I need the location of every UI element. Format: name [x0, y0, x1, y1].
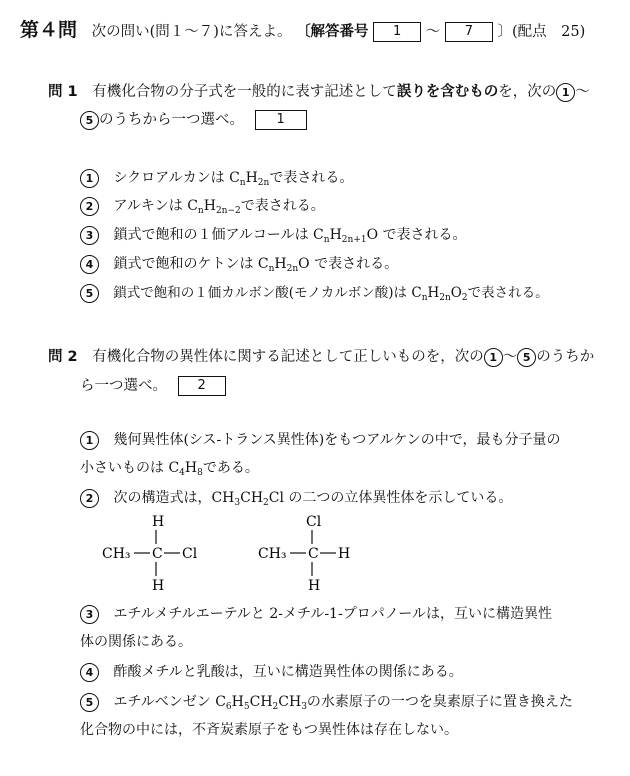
subscript: 2n−2 [215, 206, 241, 216]
subscript: 2n [439, 293, 451, 303]
atom-left: CH₃ [102, 546, 131, 562]
option-number: 4 [80, 663, 99, 682]
option-text: CH [240, 490, 264, 506]
subscript: n [239, 178, 246, 188]
option-text: エチルメチルエーテルと 2-メチル-1-プロパノールは，互いに構造異性 [113, 606, 552, 622]
subscript: 6 [225, 702, 232, 712]
q2-option-4 [80, 662, 463, 682]
option-text: H [245, 170, 258, 186]
option-text: CH [278, 694, 302, 710]
circle-number: 5 [80, 111, 99, 130]
atom-bottom: H [152, 578, 165, 594]
subscript: n [421, 293, 428, 303]
q1-stem-text: 有機化合物の分子式を一般的に表す記述として [92, 84, 397, 100]
structural-formula-a [100, 512, 220, 594]
option-text: CH [249, 694, 273, 710]
q1-label: 問 1 [48, 84, 78, 100]
q2-stem-text: 有機化合物の異性体に関する記述として正しいものを，次の [92, 349, 484, 365]
option-number: 1 [80, 431, 99, 450]
q2-stem-line2-text: ら一つ選べ。 [80, 378, 167, 394]
subscript: 3 [301, 702, 307, 712]
q2-stem [48, 347, 594, 367]
option-text: である。 [202, 460, 259, 476]
subscript: 2n [286, 264, 299, 274]
option-text: 幾何異性体(シス-トランス異性体)をもつアルケンの中で，最も分子量の [113, 432, 561, 448]
subscript: 2 [272, 702, 279, 712]
q1-option-5 [80, 283, 549, 303]
option-text: Cl の二つの立体異性体を示している。 [268, 490, 513, 506]
q1-stem-line2 [80, 110, 307, 130]
option-text: O で表される。 [298, 256, 399, 272]
subscript: 2 [263, 498, 269, 508]
option-text: アルキンは C [113, 198, 198, 214]
option-text: H [329, 227, 342, 243]
atom-center: C [152, 546, 163, 562]
subscript: n [323, 235, 330, 245]
answer-box-end: 7 [445, 22, 493, 42]
tilde: ～ [502, 349, 518, 365]
option-number: 3 [80, 605, 99, 624]
option-text: O [450, 285, 462, 301]
tilde: ～ [425, 24, 441, 40]
subscript: 2n [257, 178, 270, 188]
option-text: で表される。 [467, 285, 549, 301]
option-text: エチルベンゼン C [113, 694, 226, 710]
option-text: H [231, 694, 244, 710]
option-text: H [427, 285, 440, 301]
circle-number: 5 [517, 348, 536, 367]
q2-label: 問 2 [48, 349, 78, 365]
circle-number: 1 [556, 83, 575, 102]
option-number: 4 [80, 255, 99, 274]
option-number: 2 [80, 489, 99, 508]
q1-option-2 [80, 196, 325, 216]
subscript: n [268, 264, 275, 274]
q1-stem-mid: を，次の [498, 84, 557, 100]
atom-top: H [152, 514, 165, 530]
q2-answer-box: 2 [178, 376, 226, 396]
q1-option-4 [80, 254, 398, 274]
option-text: シクロアルカンは C [113, 170, 240, 186]
answer-number-label: 〔解答番号 [296, 24, 369, 40]
atom-right: H [338, 546, 351, 562]
section-title: 第４問 [20, 19, 78, 41]
atom-center: C [308, 546, 319, 562]
q2-option-3-line2 [80, 632, 192, 652]
subscript: n [197, 206, 204, 216]
option-text: H [203, 198, 216, 214]
option-text: 鎖式で飽和の１価カルボン酸(モノカルボン酸)は C [113, 285, 422, 301]
q1-option-3 [80, 225, 467, 245]
atom-right: Cl [182, 546, 198, 562]
option-text: 体の関係にある。 [80, 634, 192, 650]
points: 〕(配点 25) [497, 24, 586, 40]
option-number: 3 [80, 226, 99, 245]
option-text: 次の構造式は，CH [113, 490, 235, 506]
tilde: ～ [575, 84, 590, 100]
subscript: 8 [197, 468, 203, 478]
q2-option-5 [80, 692, 573, 712]
option-text: の水素原子の一つを臭素原子に置き換えた [306, 694, 573, 710]
q1-emphasis: 誤りを含むもの [396, 84, 499, 100]
q1-option-1 [80, 168, 353, 188]
q2-option-1 [80, 430, 560, 450]
subscript: 5 [243, 702, 250, 712]
q2-option-1-line2 [80, 458, 259, 478]
option-number: 5 [80, 693, 99, 712]
q1-stem-end: のうちから一つ選べ。 [99, 112, 244, 128]
option-text: で表される。 [269, 170, 354, 186]
atom-top: Cl [306, 514, 322, 530]
atom-bottom: H [308, 578, 321, 594]
option-text: 化合物の中には，不斉炭素原子をもつ異性体は存在しない。 [80, 722, 458, 738]
option-number: 2 [80, 197, 99, 216]
q2-stem-end: のうちか [536, 349, 595, 365]
q2-option-3 [80, 604, 552, 624]
option-text: 鎖式で飽和の１価アルコールは C [113, 227, 324, 243]
option-number: 1 [80, 169, 99, 188]
option-text: 鎖式で飽和のケトンは C [113, 256, 269, 272]
answer-box-start: 1 [373, 22, 421, 42]
q1-stem [48, 82, 590, 102]
option-text: H [184, 460, 198, 476]
option-text: 酢酸メチルと乳酸は，互いに構造異性体の関係にある。 [113, 664, 463, 680]
subscript: 2 [461, 293, 468, 303]
subscript: 2n+1 [341, 235, 367, 245]
q2-stem-line2 [80, 376, 226, 396]
atom-left: CH₃ [258, 546, 287, 562]
subscript: 4 [179, 468, 185, 478]
option-number: 5 [80, 284, 99, 303]
option-text: 小さいものは C [80, 460, 180, 476]
structural-formula-b [256, 512, 376, 594]
q2-option-2 [80, 488, 512, 508]
option-text: O で表される。 [366, 227, 467, 243]
header [20, 20, 585, 42]
option-text: H [274, 256, 287, 272]
header-instruction: 次の問い(問１～７)に答えよ。 [91, 24, 292, 40]
subscript: 3 [234, 498, 241, 508]
circle-number: 1 [484, 348, 503, 367]
option-text: で表される。 [240, 198, 325, 214]
q1-answer-box: 1 [255, 110, 307, 130]
q2-option-5-line2 [80, 720, 458, 740]
